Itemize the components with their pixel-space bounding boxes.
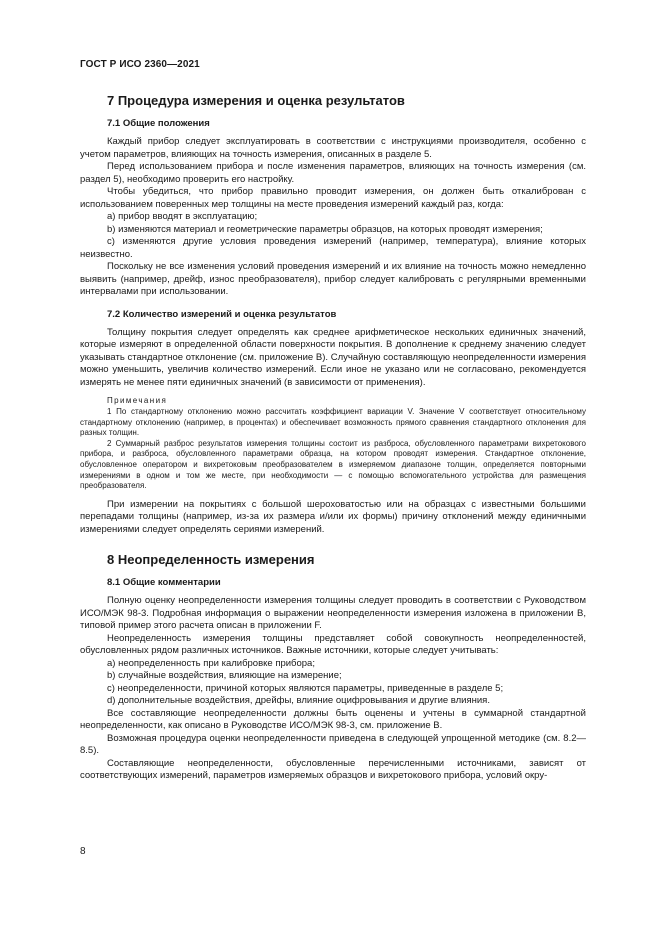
paragraph: Чтобы убедиться, что прибор правильно проводит измерения, он должен быть откалиброван с использованием поверенных мер толщины на месте проведения измерений каждый раз, когда:	[80, 186, 586, 210]
paragraph: Возможная процедура оценки неопределенности приведена в следующей упрощенной методике (см. 8.2—8.5).	[80, 732, 586, 757]
page-number: 8	[80, 846, 86, 857]
list-item: a) прибор вводят в эксплуатацию;	[107, 211, 258, 222]
subsection-7-2-title: 7.2 Количество измерений и оценка результатов	[107, 308, 337, 320]
paragraph: Все составляющие неопределенности должны быть оценены и учтены в суммарной стандартной неопределенности, как описано в Руководстве ИСО/МЭК 98-3, см. приложение В.	[80, 707, 586, 732]
list-item: c) изменяются другие условия проведения измерений (например, температура), влияние которых неизвестно.	[80, 236, 586, 260]
list-item: b) изменяются материал и геометрические параметры образцов, на которых проводят измерения;	[107, 223, 543, 235]
paragraph: Каждый прибор следует эксплуатировать в соответствии с инструкциями производителя, особенно с учетом параметров, влияющих на точность измерения, описанных в разделе 5.	[80, 136, 586, 160]
paragraph: Перед использованием прибора и после изменения параметров, влияющих на точность измерения (см. раздел 5), необходимо проверить его настройку.	[80, 161, 586, 185]
paragraph: При измерении на покрытиях с большой шероховатостью или на образцах с известными большими перепадами толщины (например, из-за их размера и/или их формы) причину отклонений между единичными измерениями следует определять сериями измерений.	[80, 498, 586, 535]
list-item: d) дополнительные воздействия, дрейфы, влияние оцифровывания и другие влияния.	[107, 695, 490, 707]
paragraph: Неопределенность измерения толщины представляет собой совокупность неопределенностей, обусловленных рядом различных источников. Важные источники, которые следует учитывать:	[80, 632, 586, 657]
paragraph: Толщину покрытия следует определять как среднее арифметическое нескольких единичных значений, которые измеряют в определенной области поверхности покрытия. В дополнение к среднему значению следует указывать стандартное отклонение (см. приложение В). Случайную составляющую неопределенности измерения можно уменьшить, увеличив количество измерений. Если иное не указано или не согласовано, рекомендуется измерять не менее пяти единичных значений (в зависимости от применения).	[80, 326, 586, 388]
paragraph: Составляющие неопределенности, обусловленные перечисленными источниками, зависят от соответствующих измерений, параметров измеряемых образцов и вихретокового прибора, условий окру-	[80, 757, 586, 782]
list-item: b) случайные воздействия, влияющие на измерение;	[107, 670, 342, 682]
subsection-8-1-title: 8.1 Общие комментарии	[107, 577, 221, 589]
subsection-7-1-title: 7.1 Общие положения	[107, 118, 210, 129]
note: 2 Суммарный разброс результатов измерения толщины состоит из разброса, обусловленного параметрами вихретокового прибора, и разброса, обусловленного параметрами образца, на котором проводят измерения. Стандартное отклонение, обусловленное оператором и вихретоковым преобразователем в измеряемом диапазоне толщин, определяется повторными измерениями в одном и том же месте, при необходимости — с помощью вспомогательного устройства для размещения преобразователя.	[80, 438, 586, 491]
paragraph: Поскольку не все изменения условий проведения измерений и их влияние на точность можно немедленно выявить (например, дрейф, износ преобразователя), прибор следует калибровать с регулярными временными интервалами при использовании.	[80, 261, 586, 297]
paragraph: Полную оценку неопределенности измерения толщины следует проводить в соответствии с Руководством ИСО/МЭК 98-3. Подробная информация о выражении неопределенности измерения изложена в приложении В, типовой пример этого расчета описан в приложении F.	[80, 595, 586, 632]
note: 1 По стандартному отклонению можно рассчитать коэффициент вариации V. Значение V соответствует относительному стандартному отклонению (например, в процентах) и обеспечивает возможность прямого сравнения стандартного отклонения для разных толщин.	[80, 407, 586, 438]
document-header: ГОСТ Р ИСО 2360—2021	[80, 59, 200, 70]
notes-heading: Примечания	[107, 396, 168, 405]
page-content	[80, 93, 586, 783]
list-item: c) неопределенности, причиной которых являются параметры, приведенные в разделе 5;	[107, 682, 504, 694]
list-item: a) неопределенность при калибровке прибора;	[107, 657, 315, 669]
section-8-title: 8 Неопределенность измерения	[107, 552, 315, 568]
section-7-title: 7 Процедура измерения и оценка результатов	[107, 93, 405, 108]
